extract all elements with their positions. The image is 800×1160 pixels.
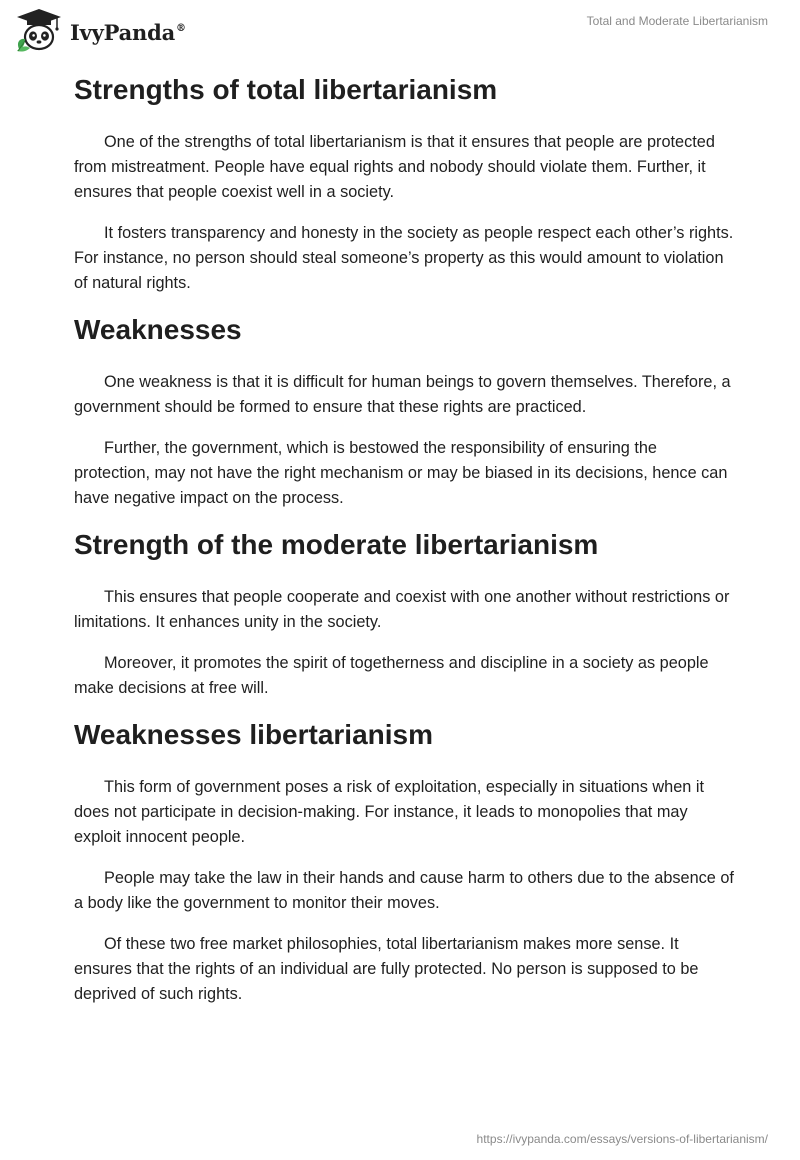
paragraph: One weakness is that it is difficult for human beings to govern themselves. Therefore, a government should be formed to ensure that these rights are practiced. bbox=[74, 373, 731, 416]
section-heading: Weaknesses libertarianism bbox=[74, 719, 434, 750]
paragraph: People may take the law in their hands and cause harm to others due to the absence of a body like the government to monitor their moves. bbox=[74, 869, 734, 912]
paragraph: It fosters transparency and honesty in the society as people respect each other’s rights. For instance, no person should steal someone’s property as this would amount to violation of natural rights. bbox=[74, 224, 734, 292]
section-heading: Weaknesses bbox=[74, 314, 242, 345]
brand-name: IvyPanda® bbox=[70, 19, 186, 45]
registered-mark: ® bbox=[176, 22, 186, 34]
paragraph: Further, the government, which is bestowed the responsibility of ensuring the protection, may not have the right mechanism or may be biased in its decisions, hence can have negative impact on the process. bbox=[74, 439, 728, 507]
brand-logo[interactable] bbox=[14, 8, 186, 52]
section-heading: Strength of the moderate libertarianism bbox=[74, 529, 599, 560]
paragraph: This ensures that people cooperate and coexist with one another without restrictions or limitations. It enhances unity in the society. bbox=[74, 588, 730, 631]
section-weaknesses-libertarianism bbox=[74, 717, 734, 1007]
section-weaknesses bbox=[74, 312, 734, 511]
section-strength-moderate bbox=[74, 527, 734, 701]
section-heading: Strengths of total libertarianism bbox=[74, 74, 498, 105]
paragraph: This form of government poses a risk of exploitation, especially in situations when it does not participate in decision-making. For instance, it leads to monopolies that may exploit innocent people. bbox=[74, 778, 704, 846]
essay-body bbox=[74, 72, 734, 1023]
page-header bbox=[0, 0, 800, 60]
section-strengths-total bbox=[74, 72, 734, 296]
paragraph: Moreover, it promotes the spirit of togetherness and discipline in a society as people make decisions at free will. bbox=[74, 654, 709, 697]
document-title: Total and Moderate Libertarianism bbox=[586, 14, 768, 28]
paragraph: One of the strengths of total libertarianism is that it ensures that people are protected from mistreatment. People have equal rights and nobody should violate them. Further, it ensures that people coexist well in a society. bbox=[74, 133, 715, 201]
panda-graduate-logo-icon bbox=[14, 8, 64, 52]
paragraph: Of these two free market philosophies, total libertarianism makes more sense. It ensures that the rights of an individual are fully protected. No person is supposed to be deprived of such rights. bbox=[74, 935, 699, 1003]
source-url[interactable]: https://ivypanda.com/essays/versions-of-libertarianism/ bbox=[476, 1132, 768, 1146]
